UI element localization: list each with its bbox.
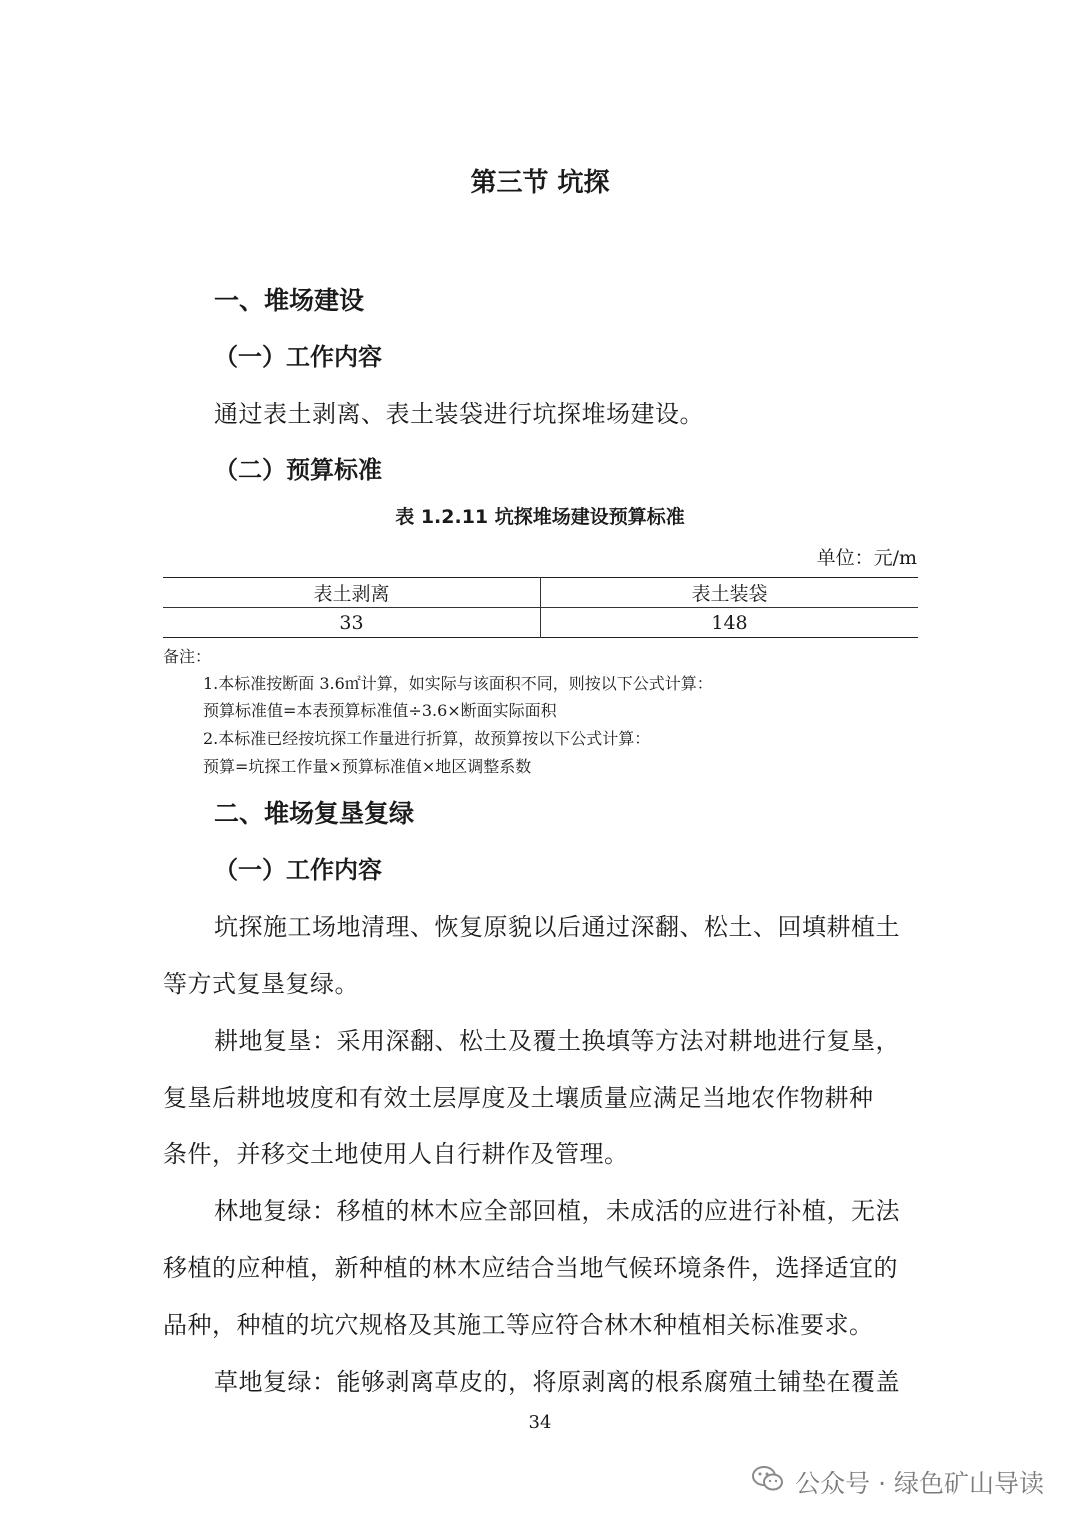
paragraph-line: 草地复绿：能够剥离草皮的，将原剥离的根系腐殖土铺垫在覆盖: [214, 1368, 900, 1396]
wechat-icon: [751, 1464, 785, 1500]
table-row: [163, 608, 918, 638]
subheading-budget-standard: （二）预算标准: [214, 456, 382, 484]
table-cell: 148: [711, 611, 748, 634]
note-1-formula: 预算标准值=本表预算标准值÷3.6×断面实际面积: [203, 701, 557, 720]
paragraph-line: 移植的应种植，新种植的林木应结合当地气候环境条件，选择适宜的: [163, 1254, 898, 1282]
table-cell: 33: [163, 608, 541, 638]
paragraph-line: 耕地复垦：采用深翻、松土及覆土换填等方法对耕地进行复垦，: [214, 1027, 900, 1055]
watermark-text: 公众号 · 绿色矿山导读: [795, 1469, 1044, 1498]
table-header-row: [163, 578, 918, 608]
paragraph-line: 复垦后耕地坡度和有效土层厚度及土壤质量应满足当地农作物耕种: [163, 1084, 874, 1112]
heading-stockyard-reclamation: 二、堆场复垦复绿: [214, 799, 415, 828]
page-number: 34: [528, 1412, 552, 1433]
paragraph-line: 坑探施工场地清理、恢复原貌以后通过深翻、松土、回填耕植土: [214, 913, 900, 941]
table-unit: 单位：元/m: [816, 547, 917, 569]
paragraph-line: 等方式复垦复绿。: [163, 970, 359, 998]
work-content-text: 通过表土剥离、表土装袋进行坑探堆场建设。: [214, 400, 704, 428]
note-1: 1.本标准按断面 3.6㎡计算，如实际与该面积不同，则按以下公式计算：: [203, 674, 713, 693]
table-caption: 表 1.2.11 坑探堆场建设预算标准: [395, 506, 685, 528]
subheading-work-content-2: （一）工作内容: [214, 856, 382, 884]
note-2-formula: 预算=坑探工作量×预算标准值×地区调整系数: [203, 757, 532, 776]
note-2: 2.本标准已经按坑探工作量进行折算，故预算按以下公式计算：: [203, 729, 651, 748]
budget-table: [163, 577, 918, 638]
paragraph-line: 林地复绿：移植的林木应全部回植，未成活的应进行补植，无法: [214, 1197, 900, 1225]
heading-stockyard-construction: 一、堆场建设: [214, 286, 365, 315]
subheading-work-content: （一）工作内容: [214, 343, 382, 371]
section-title: 第三节 坑探: [470, 168, 610, 198]
column-header: 表土剥离: [163, 578, 541, 608]
note-label: 备注：: [163, 647, 212, 666]
watermark: [751, 1464, 1044, 1500]
paragraph-line: 品种，种植的坑穴规格及其施工等应符合林木种植相关标准要求。: [163, 1311, 874, 1339]
paragraph-line: 条件，并移交土地使用人自行耕作及管理。: [163, 1140, 629, 1168]
column-header: 表土装袋: [691, 583, 768, 605]
